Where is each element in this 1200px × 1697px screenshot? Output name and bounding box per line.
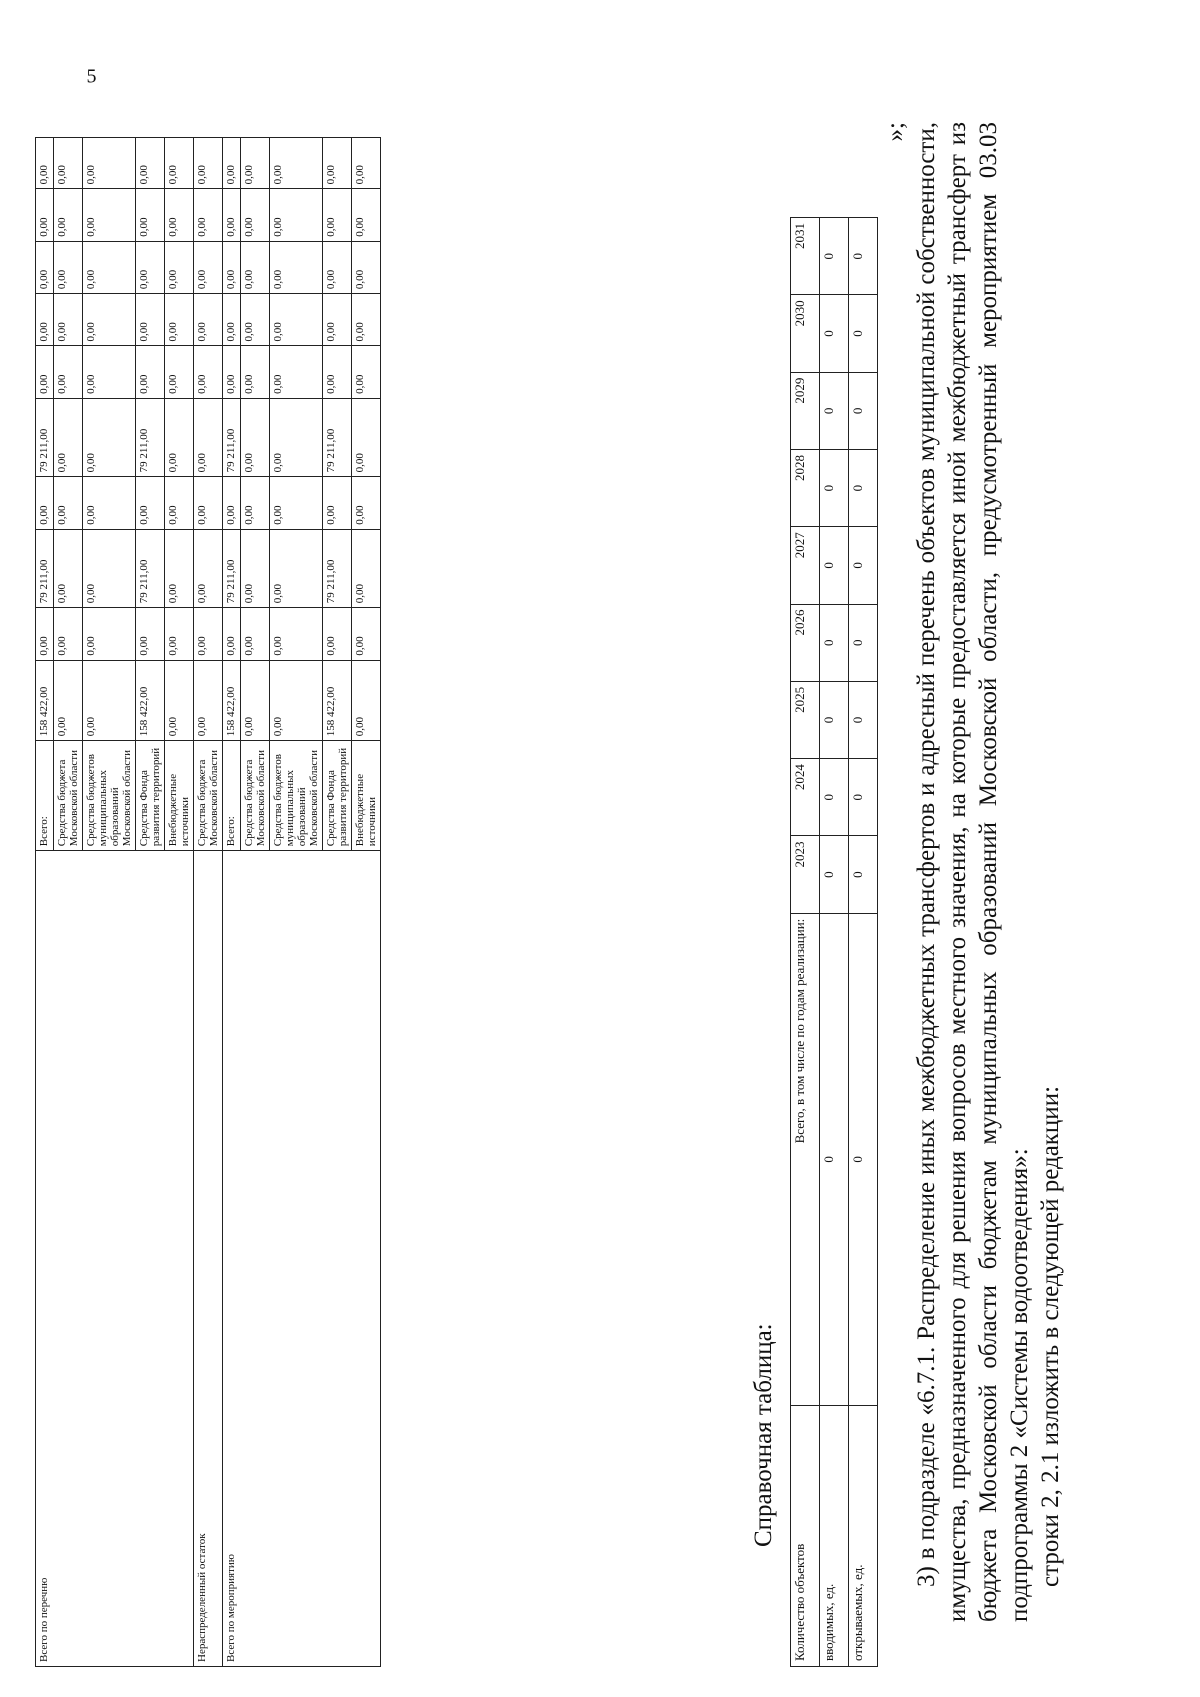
value-cell: 0,00 [165, 241, 194, 293]
value-cell: 0,00 [241, 477, 270, 529]
funding-source: Средства бюджета Московской области [241, 741, 270, 851]
value-cell: 0,00 [352, 346, 381, 398]
value-cell: 0,00 [352, 477, 381, 529]
value-cell: 0,00 [54, 189, 83, 241]
funding-source: Внебюджетные источники [165, 741, 194, 851]
count-cell: 0 [820, 372, 849, 449]
count-cell: 0 [849, 604, 878, 681]
year-header: 2030 [791, 295, 820, 372]
funding-source: Средства бюджетов муниципальных образований Московской области [270, 741, 323, 851]
value-cell: 79 211,00 [136, 529, 165, 608]
paragraph-main: 3) в подразделе «6.7.1. Распределение иных межбюджетных трансфертов и адресный перечень объектов муниципальной собственности, имущества, предназначенного для решения вопросов местного значения, на которые предоставляется иной межбюджетный трансферт из бюджета Московской области бюджетам муниципальных образований Московской области, предусмотренный мероприятием 03.03 подпрограммы 2 «Системы водоотведения»: [913, 122, 1033, 1622]
funding-source: Средства бюджетов муниципальных образований Московской области [83, 741, 136, 851]
count-cell: 0 [849, 372, 878, 449]
value-cell: 0,00 [323, 608, 352, 660]
value-cell: 0,00 [352, 660, 381, 741]
value-cell: 0,00 [352, 241, 381, 293]
year-header: 2029 [791, 372, 820, 449]
value-cell: 0,00 [36, 346, 54, 398]
value-cell: 79 211,00 [36, 398, 54, 477]
row-label: вводимых, ед. [820, 1406, 849, 1667]
value-cell: 0,00 [194, 529, 223, 608]
value-cell: 0,00 [352, 529, 381, 608]
value-cell: 0,00 [83, 477, 136, 529]
value-cell: 0,00 [83, 346, 136, 398]
funding-source: Средства бюджета Московской области [54, 741, 83, 851]
count-cell: 0 [849, 913, 878, 1405]
value-cell: 0,00 [54, 398, 83, 477]
value-cell: 0,00 [194, 189, 223, 241]
value-cell: 0,00 [165, 398, 194, 477]
reference-table-title: Справочная таблица: [750, 1323, 777, 1547]
value-cell: 0,00 [223, 346, 241, 398]
value-cell: 0,00 [165, 529, 194, 608]
value-cell: 0,00 [136, 294, 165, 346]
value-cell: 0,00 [165, 660, 194, 741]
value-cell: 0,00 [223, 189, 241, 241]
value-cell: 0,00 [136, 477, 165, 529]
year-header: 2031 [791, 218, 820, 295]
value-cell: 0,00 [241, 241, 270, 293]
year-header: 2027 [791, 527, 820, 604]
value-cell: 0,00 [323, 189, 352, 241]
table-row [36, 138, 54, 1667]
count-cell: 0 [849, 218, 878, 295]
value-cell: 0,00 [54, 660, 83, 741]
value-cell: 0,00 [83, 294, 136, 346]
year-header: 2023 [791, 836, 820, 913]
value-cell: 0,00 [352, 398, 381, 477]
value-cell: 0,00 [54, 241, 83, 293]
row-label: открываемых, ед. [849, 1406, 878, 1667]
value-cell: 0,00 [194, 660, 223, 741]
value-cell: 0,00 [54, 477, 83, 529]
year-header: 2024 [791, 759, 820, 836]
value-cell: 0,00 [194, 398, 223, 477]
funding-source: Средства Фонда развития территорий [136, 741, 165, 851]
value-cell: 0,00 [270, 138, 323, 189]
value-cell: 0,00 [165, 477, 194, 529]
value-cell: 0,00 [194, 346, 223, 398]
value-cell: 79 211,00 [323, 398, 352, 477]
value-cell: 0,00 [83, 241, 136, 293]
value-cell: 0,00 [323, 346, 352, 398]
reference-table [790, 217, 878, 1667]
value-cell: 0,00 [223, 608, 241, 660]
value-cell: 158 422,00 [36, 660, 54, 741]
value-cell: 0,00 [136, 346, 165, 398]
value-cell: 0,00 [165, 189, 194, 241]
group-label: Всего по мероприятию [223, 851, 381, 1667]
value-cell: 0,00 [194, 241, 223, 293]
value-cell: 0,00 [241, 608, 270, 660]
value-cell: 0,00 [83, 189, 136, 241]
value-cell: 0,00 [241, 398, 270, 477]
funding-source: Всего: [223, 741, 241, 851]
value-cell: 0,00 [270, 529, 323, 608]
value-cell: 0,00 [323, 294, 352, 346]
year-header: 2026 [791, 604, 820, 681]
count-cell: 0 [849, 759, 878, 836]
paragraph-second: строки 2, 2.1 изложить в следующей редакции: [1037, 1085, 1064, 1587]
value-cell: 0,00 [36, 241, 54, 293]
table-header-row [791, 218, 820, 1667]
page-number: 5 [86, 65, 97, 88]
value-cell: 79 211,00 [323, 529, 352, 608]
value-cell: 0,00 [270, 346, 323, 398]
group-label: Нераспределенный остаток [194, 851, 223, 1667]
value-cell: 0,00 [165, 138, 194, 189]
value-cell: 0,00 [352, 189, 381, 241]
value-cell: 0,00 [165, 294, 194, 346]
count-cell: 0 [820, 218, 849, 295]
value-cell: 0,00 [223, 138, 241, 189]
count-cell: 0 [849, 527, 878, 604]
value-cell: 0,00 [241, 294, 270, 346]
closing-quote: »; [882, 122, 909, 142]
count-cell: 0 [849, 295, 878, 372]
count-cell: 0 [820, 759, 849, 836]
funding-source: Средства бюджета Московской области [194, 741, 223, 851]
value-cell: 0,00 [323, 138, 352, 189]
value-cell: 0,00 [352, 608, 381, 660]
value-cell: 0,00 [136, 138, 165, 189]
value-cell: 79 211,00 [36, 529, 54, 608]
value-cell: 0,00 [136, 189, 165, 241]
table-row [820, 218, 849, 1667]
value-cell: 0,00 [241, 346, 270, 398]
value-cell: 0,00 [241, 660, 270, 741]
value-cell: 79 211,00 [136, 398, 165, 477]
count-cell: 0 [820, 449, 849, 526]
table-row [194, 138, 223, 1667]
count-cell: 0 [820, 913, 849, 1405]
value-cell: 0,00 [54, 346, 83, 398]
value-cell: 0,00 [165, 608, 194, 660]
value-cell: 0,00 [241, 189, 270, 241]
value-cell: 0,00 [194, 294, 223, 346]
value-cell: 79 211,00 [223, 529, 241, 608]
header-total: Всего, в том числе по годам реализации: [791, 913, 820, 1405]
value-cell: 158 422,00 [223, 660, 241, 741]
funding-source: Средства Фонда развития территорий [323, 741, 352, 851]
count-cell: 0 [820, 681, 849, 758]
value-cell: 0,00 [54, 138, 83, 189]
value-cell: 0,00 [241, 529, 270, 608]
value-cell: 0,00 [136, 608, 165, 660]
count-cell: 0 [820, 295, 849, 372]
value-cell: 0,00 [83, 608, 136, 660]
value-cell: 0,00 [270, 660, 323, 741]
value-cell: 0,00 [36, 608, 54, 660]
table-row [849, 218, 878, 1667]
value-cell: 0,00 [83, 660, 136, 741]
value-cell: 79 211,00 [223, 398, 241, 477]
count-cell: 0 [820, 527, 849, 604]
value-cell: 0,00 [241, 138, 270, 189]
value-cell: 0,00 [270, 189, 323, 241]
value-cell: 0,00 [270, 241, 323, 293]
value-cell: 0,00 [323, 477, 352, 529]
count-cell: 0 [849, 836, 878, 913]
count-cell: 0 [849, 681, 878, 758]
value-cell: 0,00 [54, 608, 83, 660]
value-cell: 0,00 [83, 398, 136, 477]
header-label: Количество объектов [791, 1406, 820, 1667]
value-cell: 0,00 [194, 138, 223, 189]
value-cell: 0,00 [83, 529, 136, 608]
value-cell: 0,00 [270, 398, 323, 477]
funding-source: Внебюджетные источники [352, 741, 381, 851]
value-cell: 0,00 [54, 294, 83, 346]
year-header: 2025 [791, 681, 820, 758]
value-cell: 0,00 [223, 294, 241, 346]
value-cell: 0,00 [36, 294, 54, 346]
value-cell: 0,00 [36, 138, 54, 189]
value-cell: 0,00 [165, 346, 194, 398]
value-cell: 0,00 [270, 477, 323, 529]
value-cell: 0,00 [36, 477, 54, 529]
value-cell: 0,00 [136, 241, 165, 293]
amendment-text [880, 122, 1066, 1622]
value-cell: 0,00 [270, 608, 323, 660]
value-cell: 0,00 [223, 241, 241, 293]
funding-source: Всего: [36, 741, 54, 851]
value-cell: 0,00 [352, 294, 381, 346]
value-cell: 0,00 [270, 294, 323, 346]
value-cell: 0,00 [36, 189, 54, 241]
value-cell: 0,00 [83, 138, 136, 189]
value-cell: 0,00 [352, 138, 381, 189]
group-label: Всего по перечню [36, 851, 194, 1667]
finance-table [35, 137, 381, 1667]
value-cell: 0,00 [223, 477, 241, 529]
count-cell: 0 [849, 449, 878, 526]
table-row [223, 138, 241, 1667]
count-cell: 0 [820, 604, 849, 681]
value-cell: 0,00 [323, 241, 352, 293]
value-cell: 158 422,00 [136, 660, 165, 741]
value-cell: 0,00 [54, 529, 83, 608]
year-header: 2028 [791, 449, 820, 526]
value-cell: 158 422,00 [323, 660, 352, 741]
value-cell: 0,00 [194, 608, 223, 660]
count-cell: 0 [820, 836, 849, 913]
value-cell: 0,00 [194, 477, 223, 529]
